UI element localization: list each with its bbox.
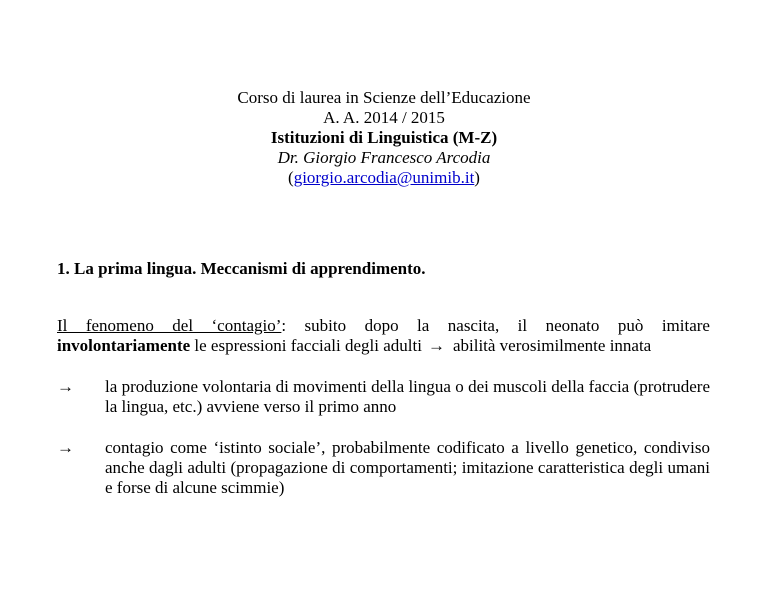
course-title: Istituzioni di Linguistica (M-Z) xyxy=(270,128,498,147)
email-line xyxy=(0,168,768,188)
intro-conclusion: abilità verosimilmente innata xyxy=(452,336,652,355)
right-arrow-icon: → xyxy=(427,336,445,355)
intro-line-2 xyxy=(57,336,710,356)
involuntary-term: involontariamente xyxy=(57,336,191,355)
intro-text-2: le espressioni facciali degli adulti xyxy=(190,336,422,355)
list-item-text: contagio come ‘istinto sociale’, probabilmente codificato a livello genetico, condiviso anche dagli adulti (propagazione di comportamenti; imitazione caratteristica degli umani e forse di alcune scimmie) xyxy=(105,438,710,497)
right-arrow-icon: → xyxy=(57,377,74,396)
section-title: 1. La prima lingua. Meccanismi di apprendimento. xyxy=(57,259,426,278)
right-arrow-icon: → xyxy=(57,438,74,457)
intro-paragraph xyxy=(57,316,710,356)
list-item xyxy=(57,377,710,417)
document-header xyxy=(0,88,768,188)
contagio-term: Il fenomeno del ‘contagio’ xyxy=(57,316,282,335)
email-close-paren: ) xyxy=(474,168,480,187)
degree-course-line: Corso di laurea in Scienze dell’Educazione xyxy=(237,88,531,107)
intro-line-1 xyxy=(57,316,710,336)
email-open-paren: ( xyxy=(288,168,294,187)
teacher-name: Dr. Giorgio Francesco Arcodia xyxy=(277,148,491,167)
intro-text-1: : subito dopo la nascita, il neonato può imitare xyxy=(281,316,710,335)
list-item xyxy=(57,438,710,498)
list-item-text: la produzione volontaria di movimenti della lingua o dei muscoli della faccia (protrudere la lingua, etc.) avviene verso il primo anno xyxy=(105,377,710,416)
email-link[interactable]: giorgio.arcodia@unimib.it xyxy=(293,168,475,187)
academic-year-line: A. A. 2014 / 2015 xyxy=(323,108,445,127)
